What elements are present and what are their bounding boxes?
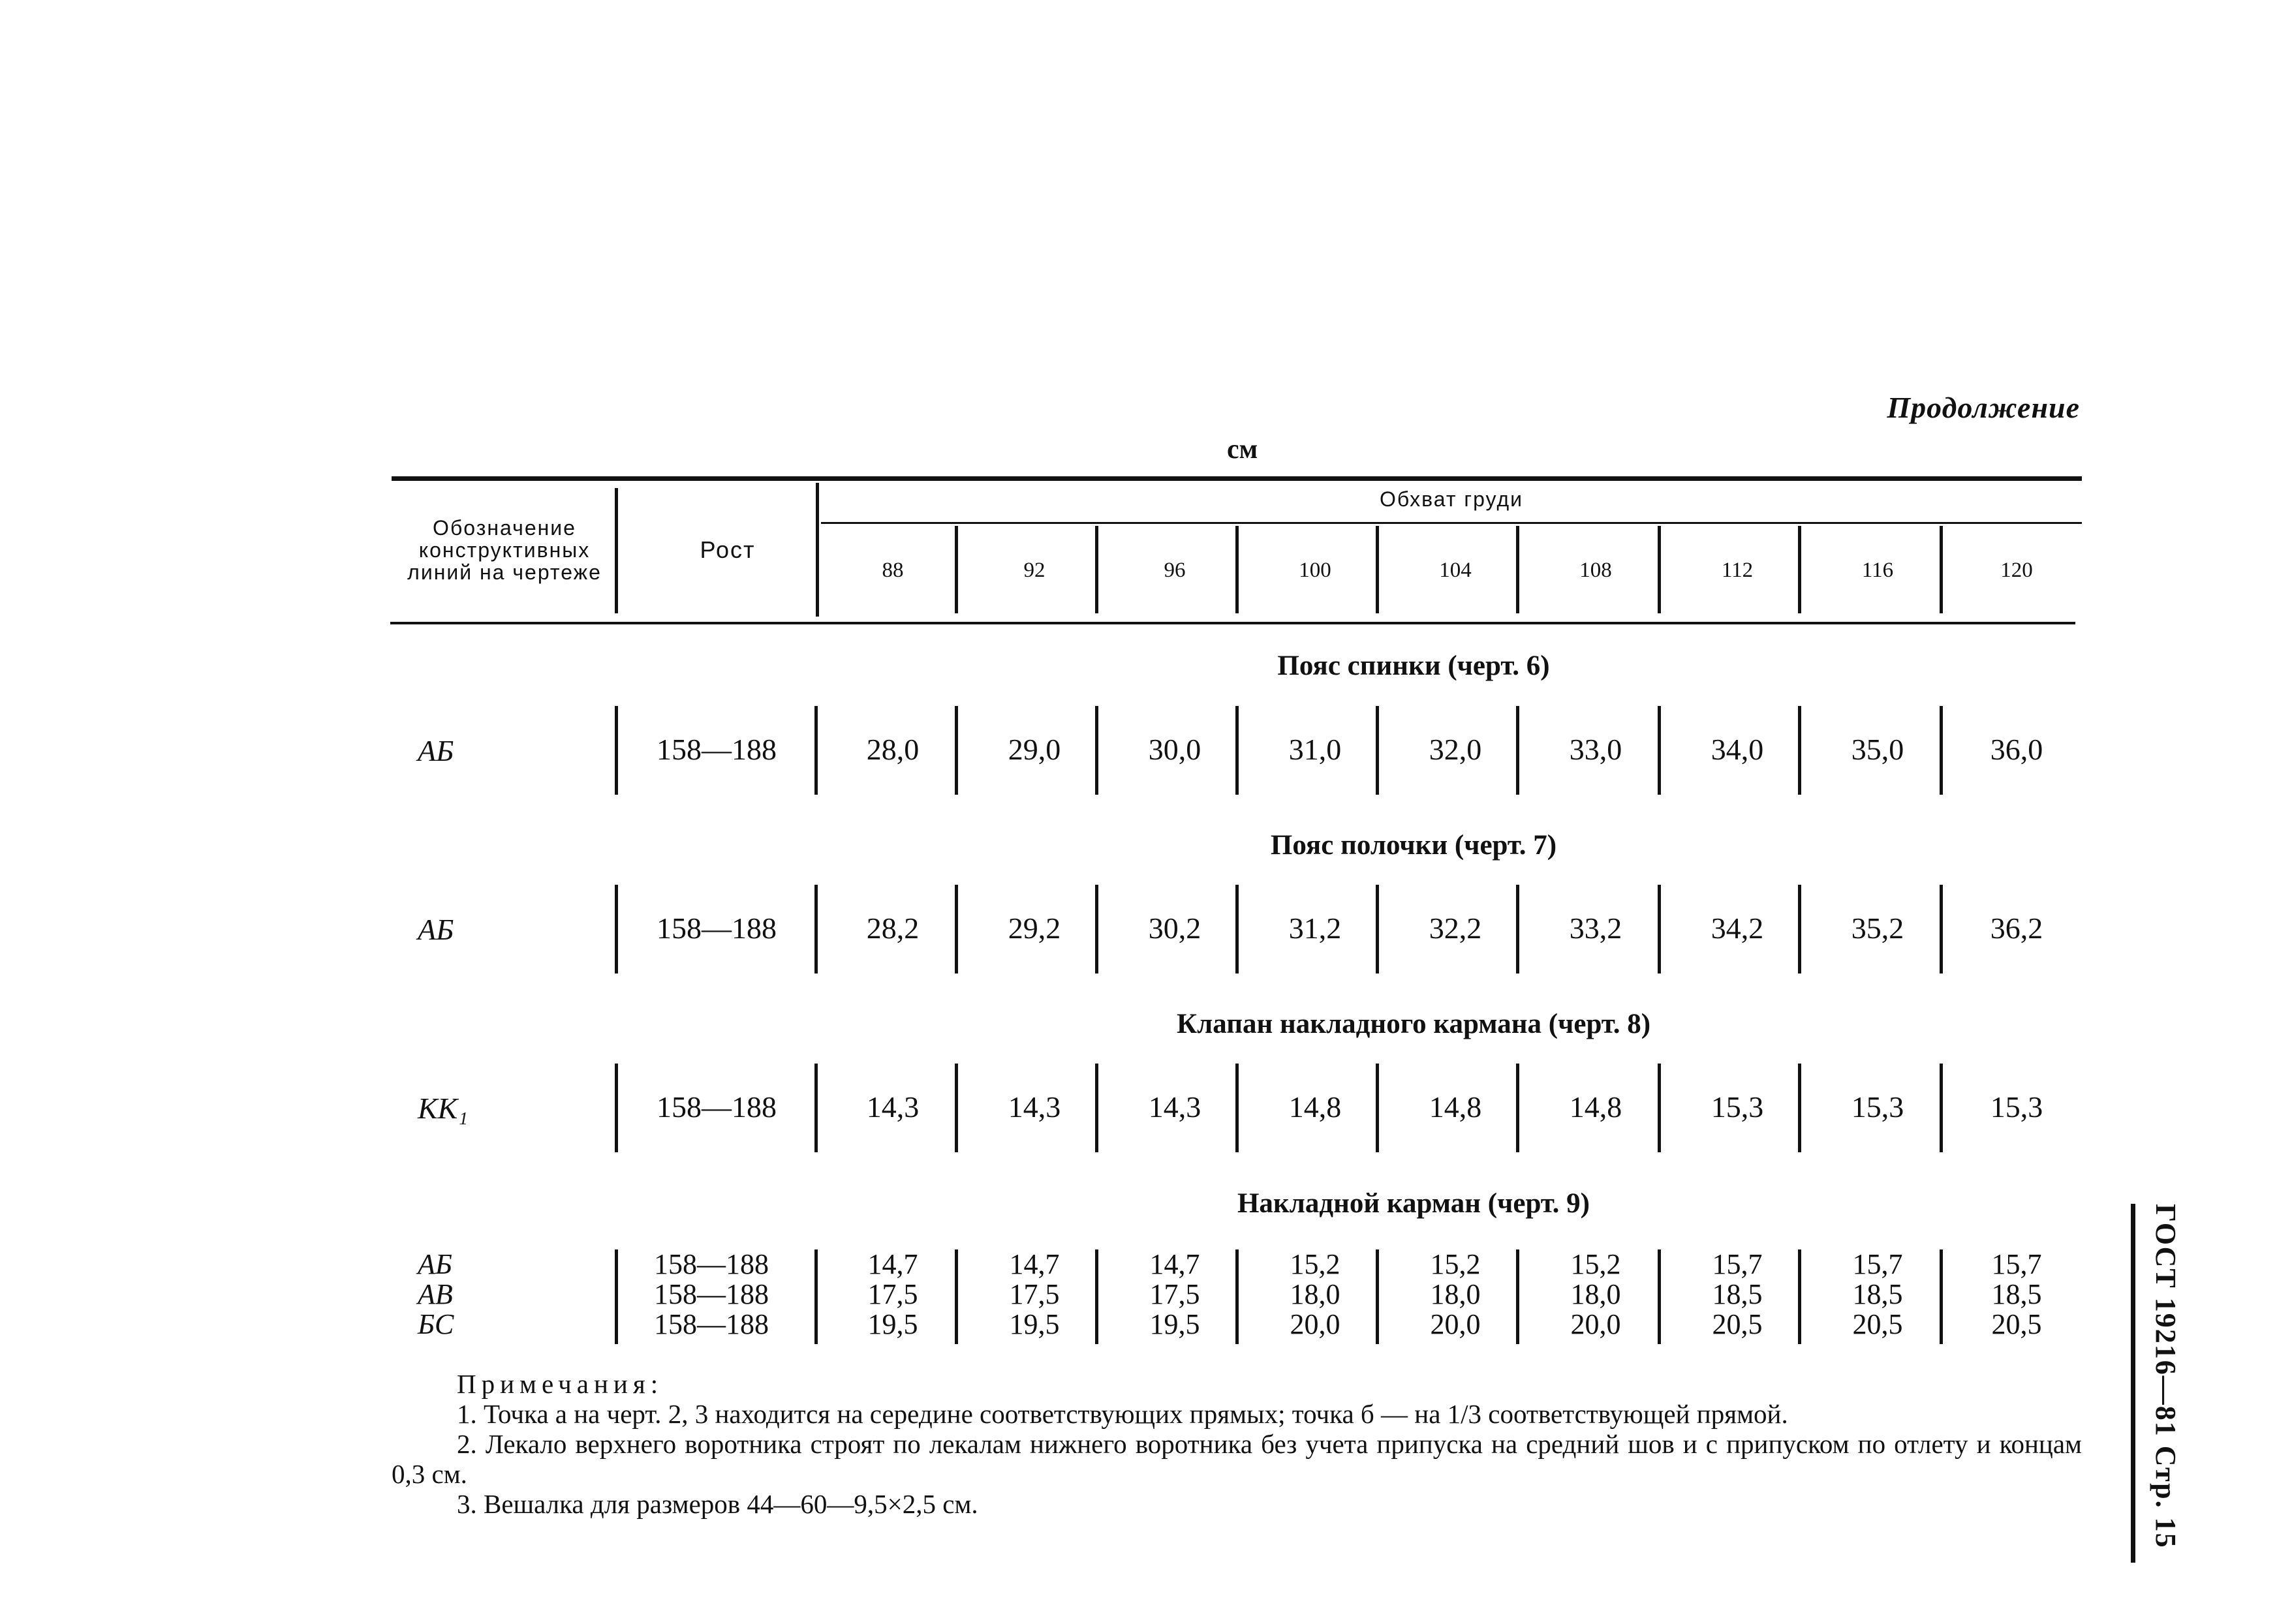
stack-values-108 (1537, 1249, 1654, 1340)
row-label: КК₁ (418, 1092, 469, 1125)
size-header-divider (1798, 526, 1801, 613)
stack-values-116-item: 20,5 (1852, 1308, 1903, 1340)
row-value: 29,0 (1008, 733, 1061, 766)
stack-values-104-item: 18,0 (1430, 1278, 1481, 1310)
row-divider (1516, 1249, 1519, 1344)
row-divider (1095, 1249, 1098, 1344)
row-divider (1940, 1249, 1943, 1344)
row-value: 30,2 (1148, 912, 1201, 945)
row-divider (955, 1064, 958, 1152)
size-header-92: 92 (1023, 559, 1045, 582)
row-value: 28,2 (866, 912, 920, 945)
section-title-patch-pocket (0, 1187, 2292, 1219)
notes-block (392, 1369, 2082, 1519)
stack-labels-item: БС (418, 1308, 454, 1340)
header-divider-2 (816, 483, 819, 617)
designation-header (394, 517, 615, 583)
continuation-label: Продолжение (1887, 391, 2080, 424)
row-value: 32,2 (1429, 912, 1482, 945)
size-header-120: 120 (2000, 559, 2033, 582)
stack-labels (418, 1249, 496, 1340)
stack-values-108-item: 20,0 (1570, 1308, 1621, 1340)
size-header-96: 96 (1164, 559, 1186, 582)
row-label: АБ (418, 734, 454, 767)
side-page-label: ГОСТ 19216—81 Стр. 15 (2150, 1204, 2182, 1549)
stack-heights (640, 1249, 783, 1340)
row-divider (1658, 1249, 1661, 1344)
size-header-divider (1658, 526, 1661, 613)
section-title-pocket-flap-text: Клапан накладного кармана (черт. 8) (1176, 1009, 1651, 1039)
side-margin (2131, 1204, 2182, 1563)
stack-values-120-item: 20,5 (1991, 1308, 2042, 1340)
size-header-divider (955, 526, 958, 613)
stack-values-96-item: 14,7 (1149, 1248, 1200, 1280)
row-value: 36,2 (1990, 912, 2043, 945)
row-divider (1235, 1064, 1239, 1152)
row-value: 14,8 (1288, 1090, 1342, 1124)
stack-values-88 (834, 1249, 952, 1340)
stack-values-88-item: 14,7 (867, 1248, 918, 1280)
stack-values-92-item: 19,5 (1009, 1308, 1060, 1340)
row-value: 15,3 (1851, 1090, 1904, 1124)
row-divider (1798, 1064, 1801, 1152)
row-divider (1798, 1249, 1801, 1344)
row-divider (955, 706, 958, 795)
row-divider (1516, 885, 1519, 973)
row-divider (814, 885, 818, 973)
stack-values-88-item: 19,5 (867, 1308, 918, 1340)
row-label: АБ (418, 913, 454, 946)
stack-values-120 (1958, 1249, 2075, 1340)
stack-values-112-item: 15,7 (1712, 1248, 1763, 1280)
row-divider (615, 1064, 618, 1152)
stack-values-100-item: 15,2 (1290, 1248, 1340, 1280)
stack-values-120-item: 18,5 (1991, 1278, 2042, 1310)
designation-header-line-2: конструктивных (418, 538, 591, 562)
row-value: 28,0 (866, 733, 920, 766)
row-height: 158—188 (657, 912, 777, 945)
stack-heights-item: 158—188 (654, 1278, 769, 1310)
row-divider (615, 1249, 618, 1344)
row-divider (1516, 1064, 1519, 1152)
row-divider (1095, 885, 1098, 973)
row-divider (1940, 1064, 1943, 1152)
stack-labels-item: АБ (418, 1248, 452, 1280)
row-divider (1658, 885, 1661, 973)
section-title-patch-pocket-text: Накладной карман (черт. 9) (1237, 1188, 1590, 1219)
stack-values-104-item: 20,0 (1430, 1308, 1481, 1340)
size-header-112: 112 (1721, 559, 1754, 582)
stack-values-112-item: 18,5 (1712, 1278, 1763, 1310)
stack-values-116 (1819, 1249, 1936, 1340)
size-header-divider (1940, 526, 1943, 613)
row-value: 34,2 (1711, 912, 1764, 945)
row-value: 31,2 (1288, 912, 1342, 945)
size-header-divider (1095, 526, 1098, 613)
stack-values-92 (976, 1249, 1093, 1340)
row-divider (1235, 885, 1239, 973)
row-divider (814, 1064, 818, 1152)
row-divider (955, 885, 958, 973)
row-value: 36,0 (1990, 733, 2043, 766)
stack-values-92-item: 17,5 (1009, 1278, 1060, 1310)
unit-label: см (1227, 435, 1258, 465)
row-value: 33,0 (1569, 733, 1622, 766)
row-value: 15,3 (1990, 1090, 2043, 1124)
row-divider (615, 706, 618, 795)
row-divider (1658, 706, 1661, 795)
row-divider (1376, 1249, 1379, 1344)
stack-values-108-item: 18,0 (1570, 1278, 1621, 1310)
row-value: 34,0 (1711, 733, 1764, 766)
stack-values-108-item: 15,2 (1570, 1248, 1621, 1280)
size-header-116: 116 (1861, 559, 1894, 582)
side-margin-bar (2131, 1204, 2135, 1563)
row-divider (1940, 706, 1943, 795)
stack-heights-item: 158—188 (654, 1248, 769, 1280)
row-divider (1940, 885, 1943, 973)
row-value: 14,3 (1008, 1090, 1061, 1124)
stack-values-104-item: 15,2 (1430, 1248, 1481, 1280)
stack-labels-item: АВ (418, 1278, 453, 1310)
note-3: 3. Вешалка для размеров 44—60—9,5×2,5 см. (457, 1489, 978, 1519)
row-divider (814, 706, 818, 795)
stack-values-120-item: 15,7 (1991, 1248, 2042, 1280)
row-divider (1798, 885, 1801, 973)
stack-values-100 (1256, 1249, 1374, 1340)
row-value: 31,0 (1288, 733, 1342, 766)
stack-values-112 (1679, 1249, 1796, 1340)
row-value: 14,8 (1429, 1090, 1482, 1124)
row-divider (1235, 706, 1239, 795)
row-divider (1376, 1064, 1379, 1152)
stack-heights-item: 158—188 (654, 1308, 769, 1340)
stack-values-100-item: 20,0 (1290, 1308, 1340, 1340)
row-value: 14,3 (866, 1090, 920, 1124)
row-divider (1798, 706, 1801, 795)
row-value: 35,2 (1851, 912, 1904, 945)
note-1: 1. Точка а на черт. 2, 3 находится на середине соответствующих прямых; точка б — на 1/3 соответствующей прямой. (457, 1399, 1788, 1429)
chest-header: Обхват груди (1379, 487, 1524, 511)
table-top-rule (392, 476, 2082, 481)
size-header-108: 108 (1579, 559, 1612, 582)
stack-values-116-item: 18,5 (1852, 1278, 1903, 1310)
size-header-104: 104 (1439, 559, 1472, 582)
row-divider (1376, 885, 1379, 973)
stack-values-88-item: 17,5 (867, 1278, 918, 1310)
row-divider (1095, 1064, 1098, 1152)
stack-values-96-item: 17,5 (1149, 1278, 1200, 1310)
stack-values-96-item: 19,5 (1149, 1308, 1200, 1340)
row-value: 14,8 (1569, 1090, 1622, 1124)
row-divider (955, 1249, 958, 1344)
stack-values-96 (1116, 1249, 1233, 1340)
row-divider (615, 885, 618, 973)
notes-title: Примечания: (457, 1369, 664, 1399)
row-divider (1235, 1249, 1239, 1344)
row-value: 14,3 (1148, 1090, 1201, 1124)
row-divider (814, 1249, 818, 1344)
stack-values-104 (1397, 1249, 1514, 1340)
chest-header-rule (821, 522, 2082, 524)
row-value: 33,2 (1569, 912, 1622, 945)
row-value: 35,0 (1851, 733, 1904, 766)
stack-values-100-item: 18,0 (1290, 1278, 1340, 1310)
size-header-divider (1376, 526, 1379, 613)
height-header: Рост (700, 536, 756, 563)
section-title-back-belt (0, 650, 2292, 682)
row-divider (1516, 706, 1519, 795)
note-2: 2. Лекало верхнего воротника строят по лекалам нижнего воротника без учета припуска на средний шов и с припуском по отлету и концам 0,3 см. (392, 1429, 2082, 1489)
section-title-pocket-flap (0, 1008, 2292, 1040)
stack-values-112-item: 20,5 (1712, 1308, 1763, 1340)
row-height: 158—188 (657, 733, 777, 766)
header-bottom-rule (390, 622, 2075, 624)
section-title-front-belt (0, 829, 2292, 861)
stack-values-92-item: 14,7 (1009, 1248, 1060, 1280)
section-title-back-belt-text: Пояс спинки (черт. 6) (1277, 651, 1550, 681)
row-value: 29,2 (1008, 912, 1061, 945)
stack-values-116-item: 15,7 (1852, 1248, 1903, 1280)
row-height: 158—188 (657, 1090, 777, 1124)
size-header-divider (1235, 526, 1239, 613)
row-value: 15,3 (1711, 1090, 1764, 1124)
size-header-88: 88 (882, 559, 904, 582)
row-divider (1658, 1064, 1661, 1152)
size-header-divider (1516, 526, 1519, 613)
row-value: 32,0 (1429, 733, 1482, 766)
designation-header-line-1: Обозначение (433, 516, 576, 540)
row-value: 30,0 (1148, 733, 1201, 766)
section-title-front-belt-text: Пояс полочки (черт. 7) (1270, 830, 1557, 861)
size-header-100: 100 (1299, 559, 1331, 582)
designation-header-line-3: линий на чертеже (407, 560, 602, 584)
row-divider (1095, 706, 1098, 795)
row-divider (1376, 706, 1379, 795)
